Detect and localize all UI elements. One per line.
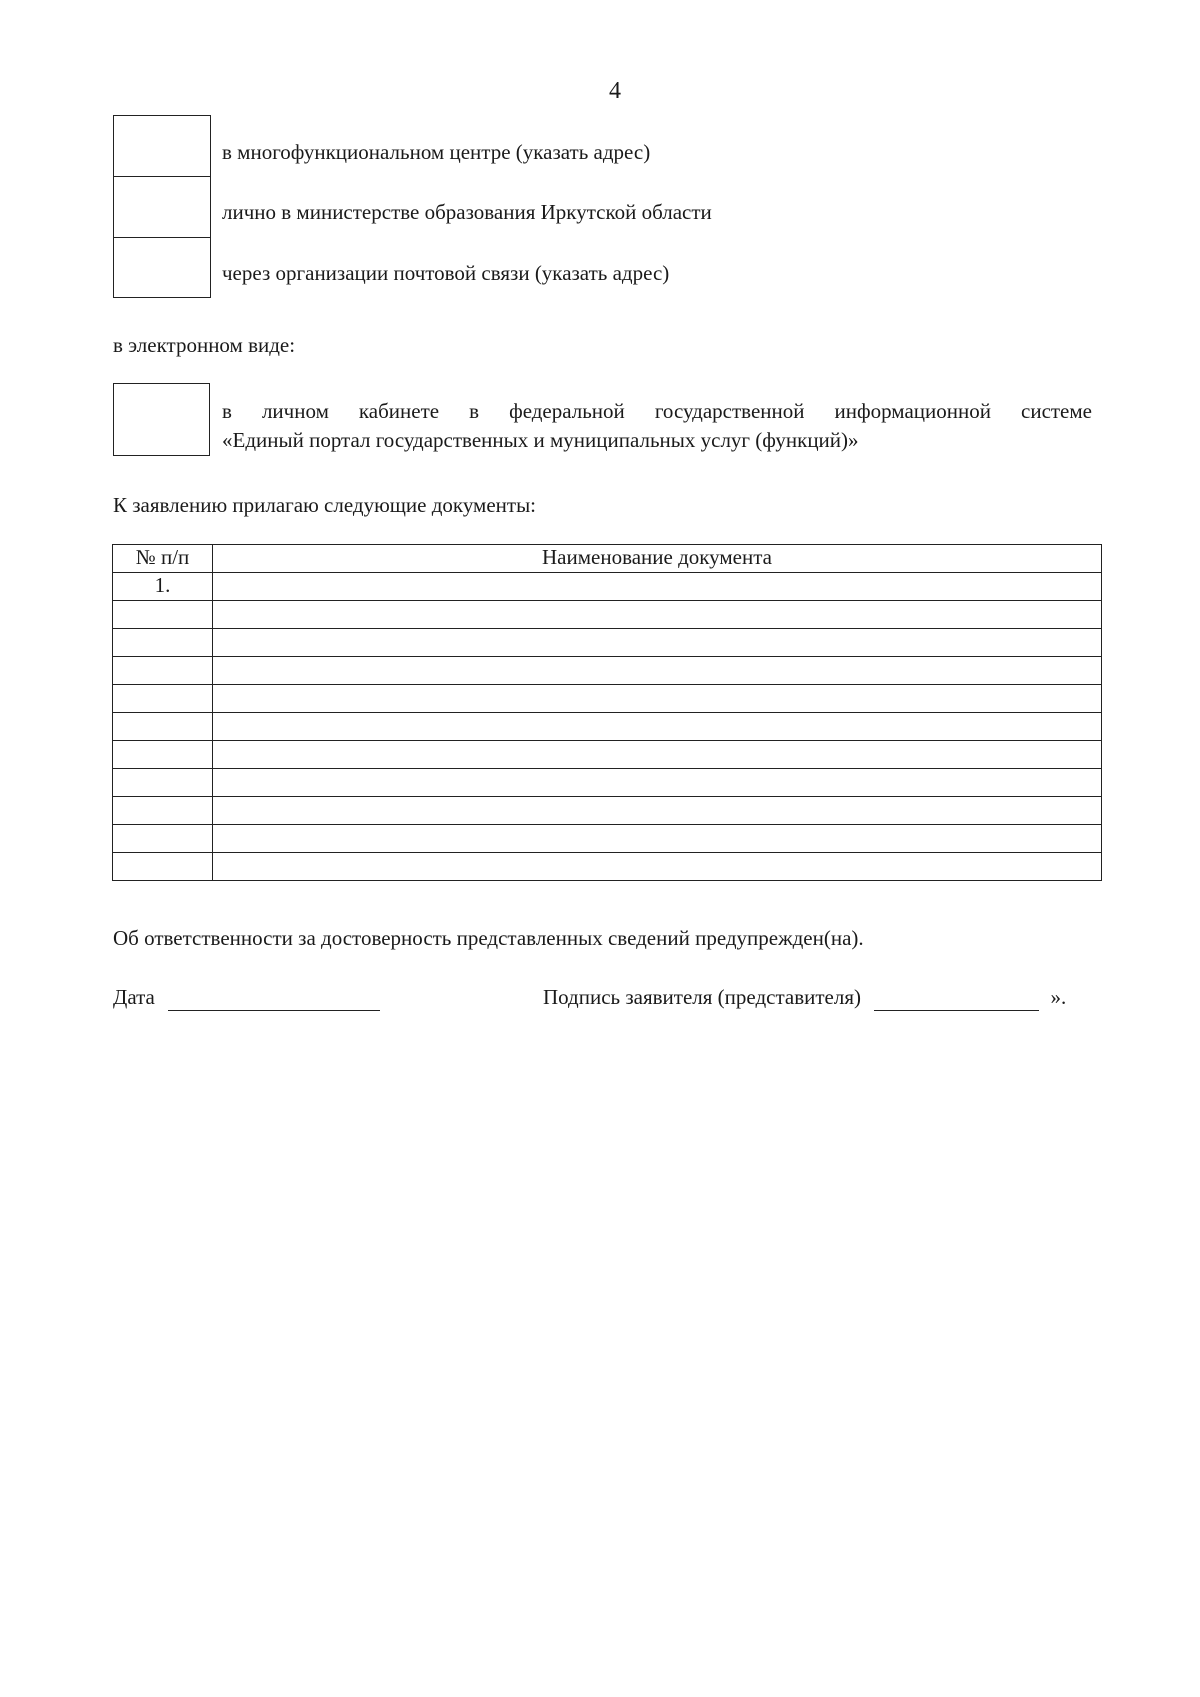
table-row [113, 825, 1102, 853]
signature-field [543, 985, 1066, 1011]
document-name-cell[interactable] [213, 769, 1102, 797]
signature-blank-line[interactable] [874, 985, 1039, 1011]
row-number [113, 769, 213, 797]
option-label-post: через организации почтовой связи (указать адрес) [222, 261, 670, 285]
row-number [113, 629, 213, 657]
document-name-cell[interactable] [213, 657, 1102, 685]
row-number [113, 741, 213, 769]
option-label-gosuslugi-line1: в личном кабинете в федеральной государственной информационной системе [222, 399, 1092, 423]
document-name-cell[interactable] [213, 629, 1102, 657]
document-name-cell[interactable] [213, 573, 1102, 601]
document-name-cell[interactable] [213, 797, 1102, 825]
checkbox-mfc[interactable] [114, 116, 210, 175]
row-number [113, 685, 213, 713]
document-name-cell[interactable] [213, 601, 1102, 629]
checkbox-gosuslugi[interactable] [113, 383, 210, 456]
table-row [113, 573, 1102, 601]
table-row [113, 741, 1102, 769]
option-label-mfc: в многофункциональном центре (указать адрес) [222, 140, 651, 164]
option-label-gosuslugi-line2: «Единый портал государственных и муниципальных услуг (функций)» [222, 428, 859, 452]
row-number [113, 713, 213, 741]
column-header-number: № п/п [113, 545, 213, 573]
document-name-cell[interactable] [213, 825, 1102, 853]
responsibility-statement: Об ответственности за достоверность представленных сведений предупрежден(на). [113, 926, 864, 950]
table-row [113, 601, 1102, 629]
table-row [113, 797, 1102, 825]
document-name-cell[interactable] [213, 853, 1102, 881]
row-number [113, 825, 213, 853]
document-name-cell[interactable] [213, 685, 1102, 713]
date-label: Дата [113, 985, 155, 1009]
attachments-heading: К заявлению прилагаю следующие документы: [113, 493, 537, 517]
row-number [113, 601, 213, 629]
document-name-cell[interactable] [213, 713, 1102, 741]
table-row [113, 769, 1102, 797]
document-name-cell[interactable] [213, 741, 1102, 769]
closing-quote-mark: ». [1050, 985, 1067, 1009]
row-number [113, 657, 213, 685]
page-number: 4 [609, 78, 621, 104]
date-blank-line[interactable] [168, 985, 380, 1011]
table-row [113, 685, 1102, 713]
column-header-document-name: Наименование документа [213, 545, 1102, 573]
checkbox-post[interactable] [114, 238, 210, 296]
row-number [113, 853, 213, 881]
date-field [113, 985, 380, 1011]
checkbox-ministry[interactable] [114, 177, 210, 236]
row-number [113, 797, 213, 825]
option-label-ministry: лично в министерстве образования Иркутской области [222, 200, 712, 224]
table-row [113, 629, 1102, 657]
signature-label: Подпись заявителя (представителя) [543, 985, 862, 1009]
table-header-row [113, 545, 1102, 573]
table-row [113, 657, 1102, 685]
table-row [113, 713, 1102, 741]
documents-table [112, 544, 1102, 881]
electronic-heading: в электронном виде: [113, 333, 296, 357]
table-row [113, 853, 1102, 881]
row-number: 1. [113, 573, 213, 601]
